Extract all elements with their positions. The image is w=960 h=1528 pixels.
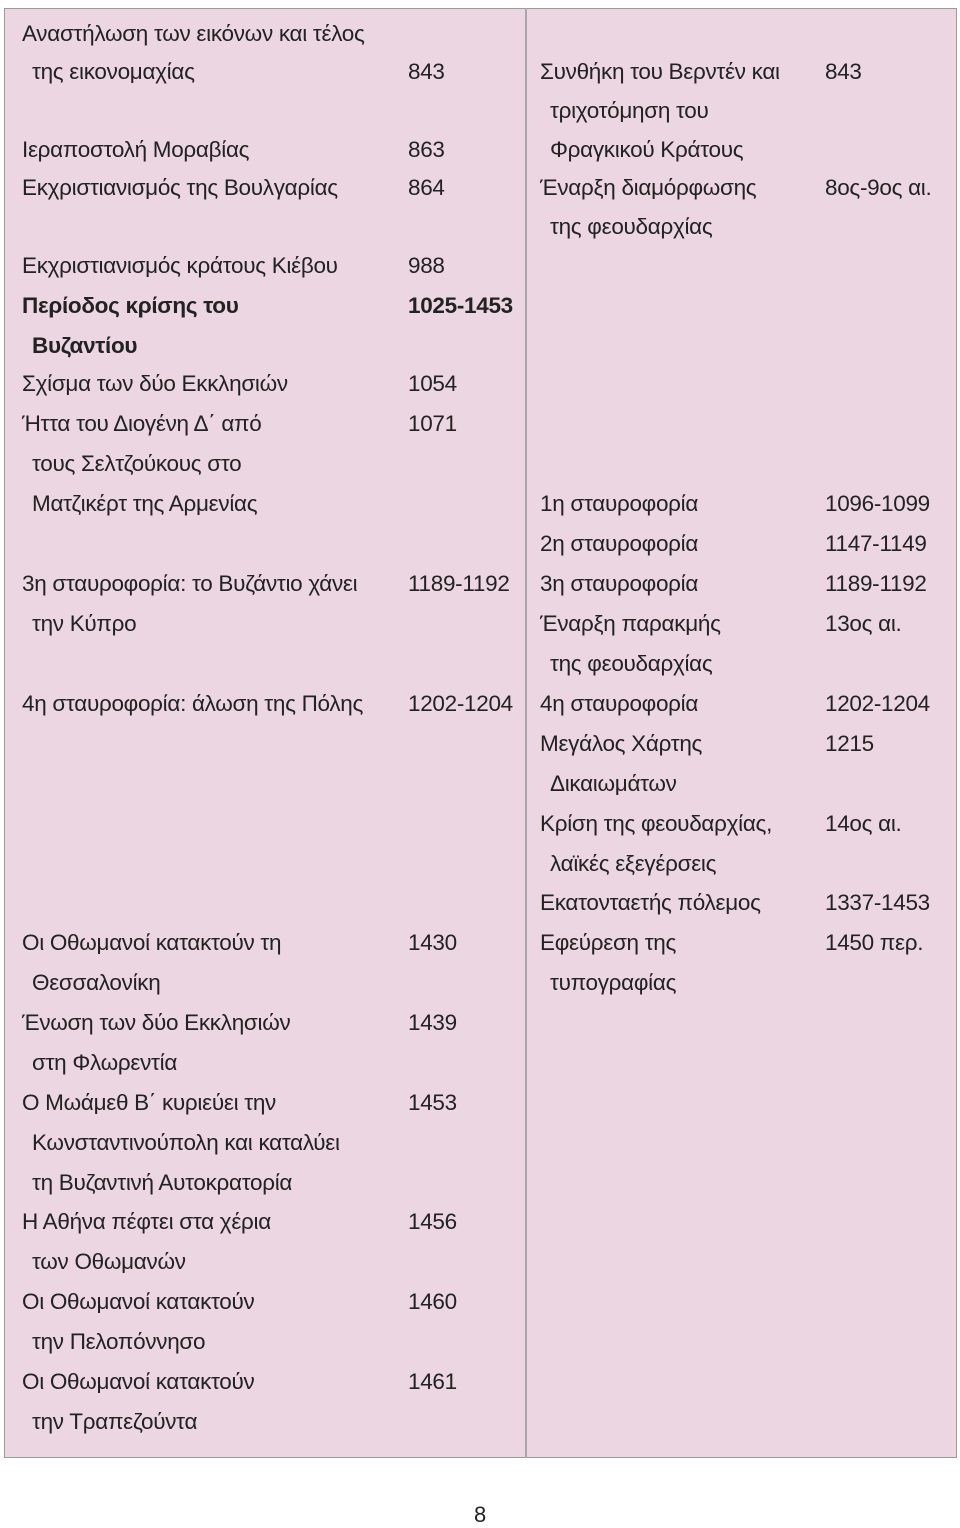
page-number: 8 bbox=[474, 1502, 486, 1527]
left-event-line: Οι Οθωμανοί κατακτούν τη bbox=[22, 930, 282, 955]
right-event-date: 13ος αι. bbox=[825, 611, 902, 636]
left-event-line: την Τραπεζούντα bbox=[32, 1409, 198, 1434]
right-event-line: λαϊκές εξεγέρσεις bbox=[550, 851, 717, 876]
left-event-date: 1189-1192 bbox=[408, 571, 510, 596]
right-event-date: 1202-1204 bbox=[825, 691, 930, 716]
right-event-line: 2η σταυροφορία bbox=[540, 531, 699, 556]
left-event-date: 1025-1453 bbox=[408, 293, 513, 318]
left-event-line: Οι Οθωμανοί κατακτούν bbox=[22, 1369, 255, 1394]
left-event-date: 1202-1204 bbox=[408, 691, 513, 716]
left-event-line: την Πελοπόννησο bbox=[32, 1329, 206, 1354]
right-event-date: 1337-1453 bbox=[825, 890, 930, 915]
right-event-date: 1147-1149 bbox=[825, 531, 927, 556]
left-event-line: Ο Μωάμεθ Β΄ κυριεύει την bbox=[22, 1090, 277, 1115]
right-event-date: 14ος αι. bbox=[825, 811, 902, 836]
right-event-line: τριχοτόμηση του bbox=[550, 98, 709, 123]
right-event-line: Κρίση της φεουδαρχίας, bbox=[540, 811, 773, 836]
left-event-date: 1054 bbox=[408, 371, 457, 396]
right-event-date: 1096-1099 bbox=[825, 491, 930, 516]
right-event-line: Φραγκικού Κράτους bbox=[550, 137, 744, 162]
left-event-line: Εκχριστιανισμός κράτους Κιέβου bbox=[22, 253, 338, 278]
left-event-date: 843 bbox=[408, 59, 445, 84]
left-event-date: 863 bbox=[408, 137, 445, 162]
left-event-line: Ματζικέρτ της Αρμενίας bbox=[32, 491, 258, 516]
right-event-line: της φεουδαρχίας bbox=[550, 214, 713, 239]
left-event-date: 1071 bbox=[408, 411, 457, 436]
left-event-line: Η Αθήνα πέφτει στα χέρια bbox=[22, 1209, 271, 1234]
left-event-line: της εικονομαχίας bbox=[32, 59, 195, 84]
right-event-line: 1η σταυροφορία bbox=[540, 491, 699, 516]
right-event-line: Εκατονταετής πόλεμος bbox=[540, 890, 761, 915]
right-event-line: Μεγάλος Χάρτης bbox=[540, 731, 703, 756]
left-event-line: των Οθωμανών bbox=[32, 1249, 186, 1274]
timeline-panel bbox=[4, 8, 957, 1458]
left-event-line: 3η σταυροφορία: το Βυζάντιο χάνει bbox=[22, 571, 358, 596]
right-event-date: 8ος-9ος αι. bbox=[825, 175, 932, 200]
right-event-date: 1215 bbox=[825, 731, 874, 756]
left-event-line: Εκχριστιανισμός της Βουλγαρίας bbox=[22, 175, 338, 200]
right-event-line: Έναρξη διαμόρφωσης bbox=[540, 175, 757, 200]
left-event-line: τη Βυζαντινή Αυτοκρατορία bbox=[32, 1170, 293, 1195]
left-event-date: 988 bbox=[408, 253, 445, 278]
right-event-line: της φεουδαρχίας bbox=[550, 651, 713, 676]
right-event-line: 4η σταυροφορία bbox=[540, 691, 699, 716]
right-event-line: Εφεύρεση της bbox=[540, 930, 677, 955]
left-event-date: 1456 bbox=[408, 1209, 457, 1234]
left-event-line: Οι Οθωμανοί κατακτούν bbox=[22, 1289, 255, 1314]
right-event-date: 1189-1192 bbox=[825, 571, 927, 596]
right-event-line: Δικαιωμάτων bbox=[550, 771, 677, 796]
left-event-line: Περίοδος κρίσης του bbox=[22, 293, 239, 318]
right-event-date: 1450 περ. bbox=[825, 930, 924, 955]
right-event-date: 843 bbox=[825, 59, 862, 84]
left-event-line: Θεσσαλονίκη bbox=[32, 970, 161, 995]
left-event-date: 1460 bbox=[408, 1289, 457, 1314]
left-event-date: 1461 bbox=[408, 1369, 457, 1394]
right-event-line: Συνθήκη του Βερντέν και bbox=[540, 59, 780, 84]
left-event-date: 1439 bbox=[408, 1010, 457, 1035]
left-event-line: Σχίσμα των δύο Εκκλησιών bbox=[22, 371, 288, 396]
left-event-line: 4η σταυροφορία: άλωση της Πόλης bbox=[22, 691, 364, 716]
left-event-line: τους Σελτζούκους στο bbox=[32, 451, 242, 476]
left-event-line: την Κύπρο bbox=[32, 611, 137, 636]
left-event-line: Κωνσταντινούπολη και καταλύει bbox=[32, 1130, 340, 1155]
right-event-line: Έναρξη παρακμής bbox=[540, 611, 721, 636]
right-event-line: 3η σταυροφορία bbox=[540, 571, 699, 596]
left-event-date: 1453 bbox=[408, 1090, 457, 1115]
left-event-line: Ήττα του Διογένη Δ΄ από bbox=[22, 411, 262, 436]
left-event-date: 1430 bbox=[408, 930, 457, 955]
left-event-line: Βυζαντίου bbox=[32, 333, 138, 358]
left-event-line: Αναστήλωση των εικόνων και τέλος bbox=[22, 21, 365, 46]
column-divider bbox=[525, 8, 527, 1458]
left-event-date: 864 bbox=[408, 175, 445, 200]
left-event-line: στη Φλωρεντία bbox=[32, 1050, 178, 1075]
left-event-line: Ένωση των δύο Εκκλησιών bbox=[22, 1010, 291, 1035]
right-event-line: τυπογραφίας bbox=[550, 970, 677, 995]
left-event-line: Ιεραποστολή Μοραβίας bbox=[22, 137, 250, 162]
